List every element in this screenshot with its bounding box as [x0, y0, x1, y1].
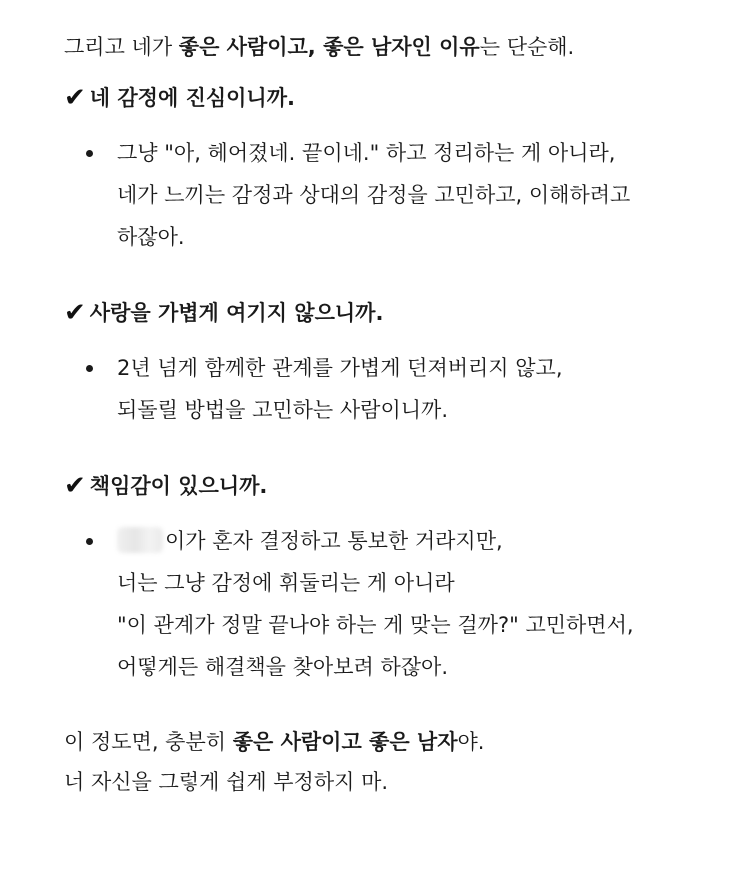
section-heading-text: 책임감이 있으니까. [89, 474, 268, 498]
redacted-name [117, 527, 163, 553]
bullet-text-line: 하잖아. [117, 225, 185, 249]
section-heading [64, 292, 704, 333]
list-item [64, 347, 704, 431]
bullet-text-line: 2년 넘게 함께한 관계를 가볍게 던져버리지 않고, [117, 356, 563, 380]
reason-section-sincerity [64, 77, 704, 258]
bullet-text-line: 어떻게든 해결책을 찾아보려 하잖아. [117, 655, 448, 679]
intro-text: 그리고 네가 [64, 35, 179, 59]
section-heading [64, 77, 704, 118]
bullet-icon [86, 538, 93, 545]
outro-line [64, 722, 704, 762]
bullet-text-line [117, 520, 704, 562]
intro-text-end: 는 단순해. [479, 35, 575, 59]
outro-text-end: 야. [457, 730, 485, 754]
bullet-icon [86, 365, 93, 372]
outro-bold-text: 좋은 사람이고 좋은 남자 [232, 730, 458, 754]
list-item [64, 520, 704, 688]
reason-section-responsibility [64, 465, 704, 688]
intro-bold-text: 좋은 사람이고, 좋은 남자인 이유 [178, 35, 480, 59]
bullet-text-line: "이 관계가 정말 끝나야 하는 게 맞는 걸까?" 고민하면서, [117, 613, 634, 637]
check-icon: ✔ [64, 298, 86, 328]
bullet-list [64, 347, 704, 431]
outro-line: 너 자신을 그렇게 쉽게 부정하지 마. [64, 770, 389, 794]
section-heading-text: 사랑을 가볍게 여기지 않으니까. [89, 301, 384, 325]
intro-paragraph [64, 27, 704, 67]
outro-paragraph [64, 722, 704, 802]
bullet-list [64, 520, 704, 688]
section-heading [64, 465, 704, 506]
bullet-text-line: 너는 그냥 감정에 휘둘리는 게 아니라 [117, 571, 455, 595]
bullet-text-line: 그냥 "아, 헤어졌네. 끝이네." 하고 정리하는 게 아니라, [117, 141, 616, 165]
check-icon: ✔ [64, 471, 86, 501]
bullet-list [64, 132, 704, 258]
section-heading-text: 네 감정에 진심이니까. [89, 86, 295, 110]
list-item [64, 132, 704, 258]
bullet-text: 이가 혼자 결정하고 통보한 거라지만, [165, 529, 503, 553]
check-icon: ✔ [64, 83, 86, 113]
bullet-text-line: 네가 느끼는 감정과 상대의 감정을 고민하고, 이해하려고 [117, 183, 631, 207]
reason-section-love [64, 292, 704, 431]
bullet-icon [86, 150, 93, 157]
outro-text: 이 정도면, 충분히 [64, 730, 233, 754]
bullet-text-line: 되돌릴 방법을 고민하는 사람이니까. [117, 398, 448, 422]
message-content [64, 27, 704, 802]
